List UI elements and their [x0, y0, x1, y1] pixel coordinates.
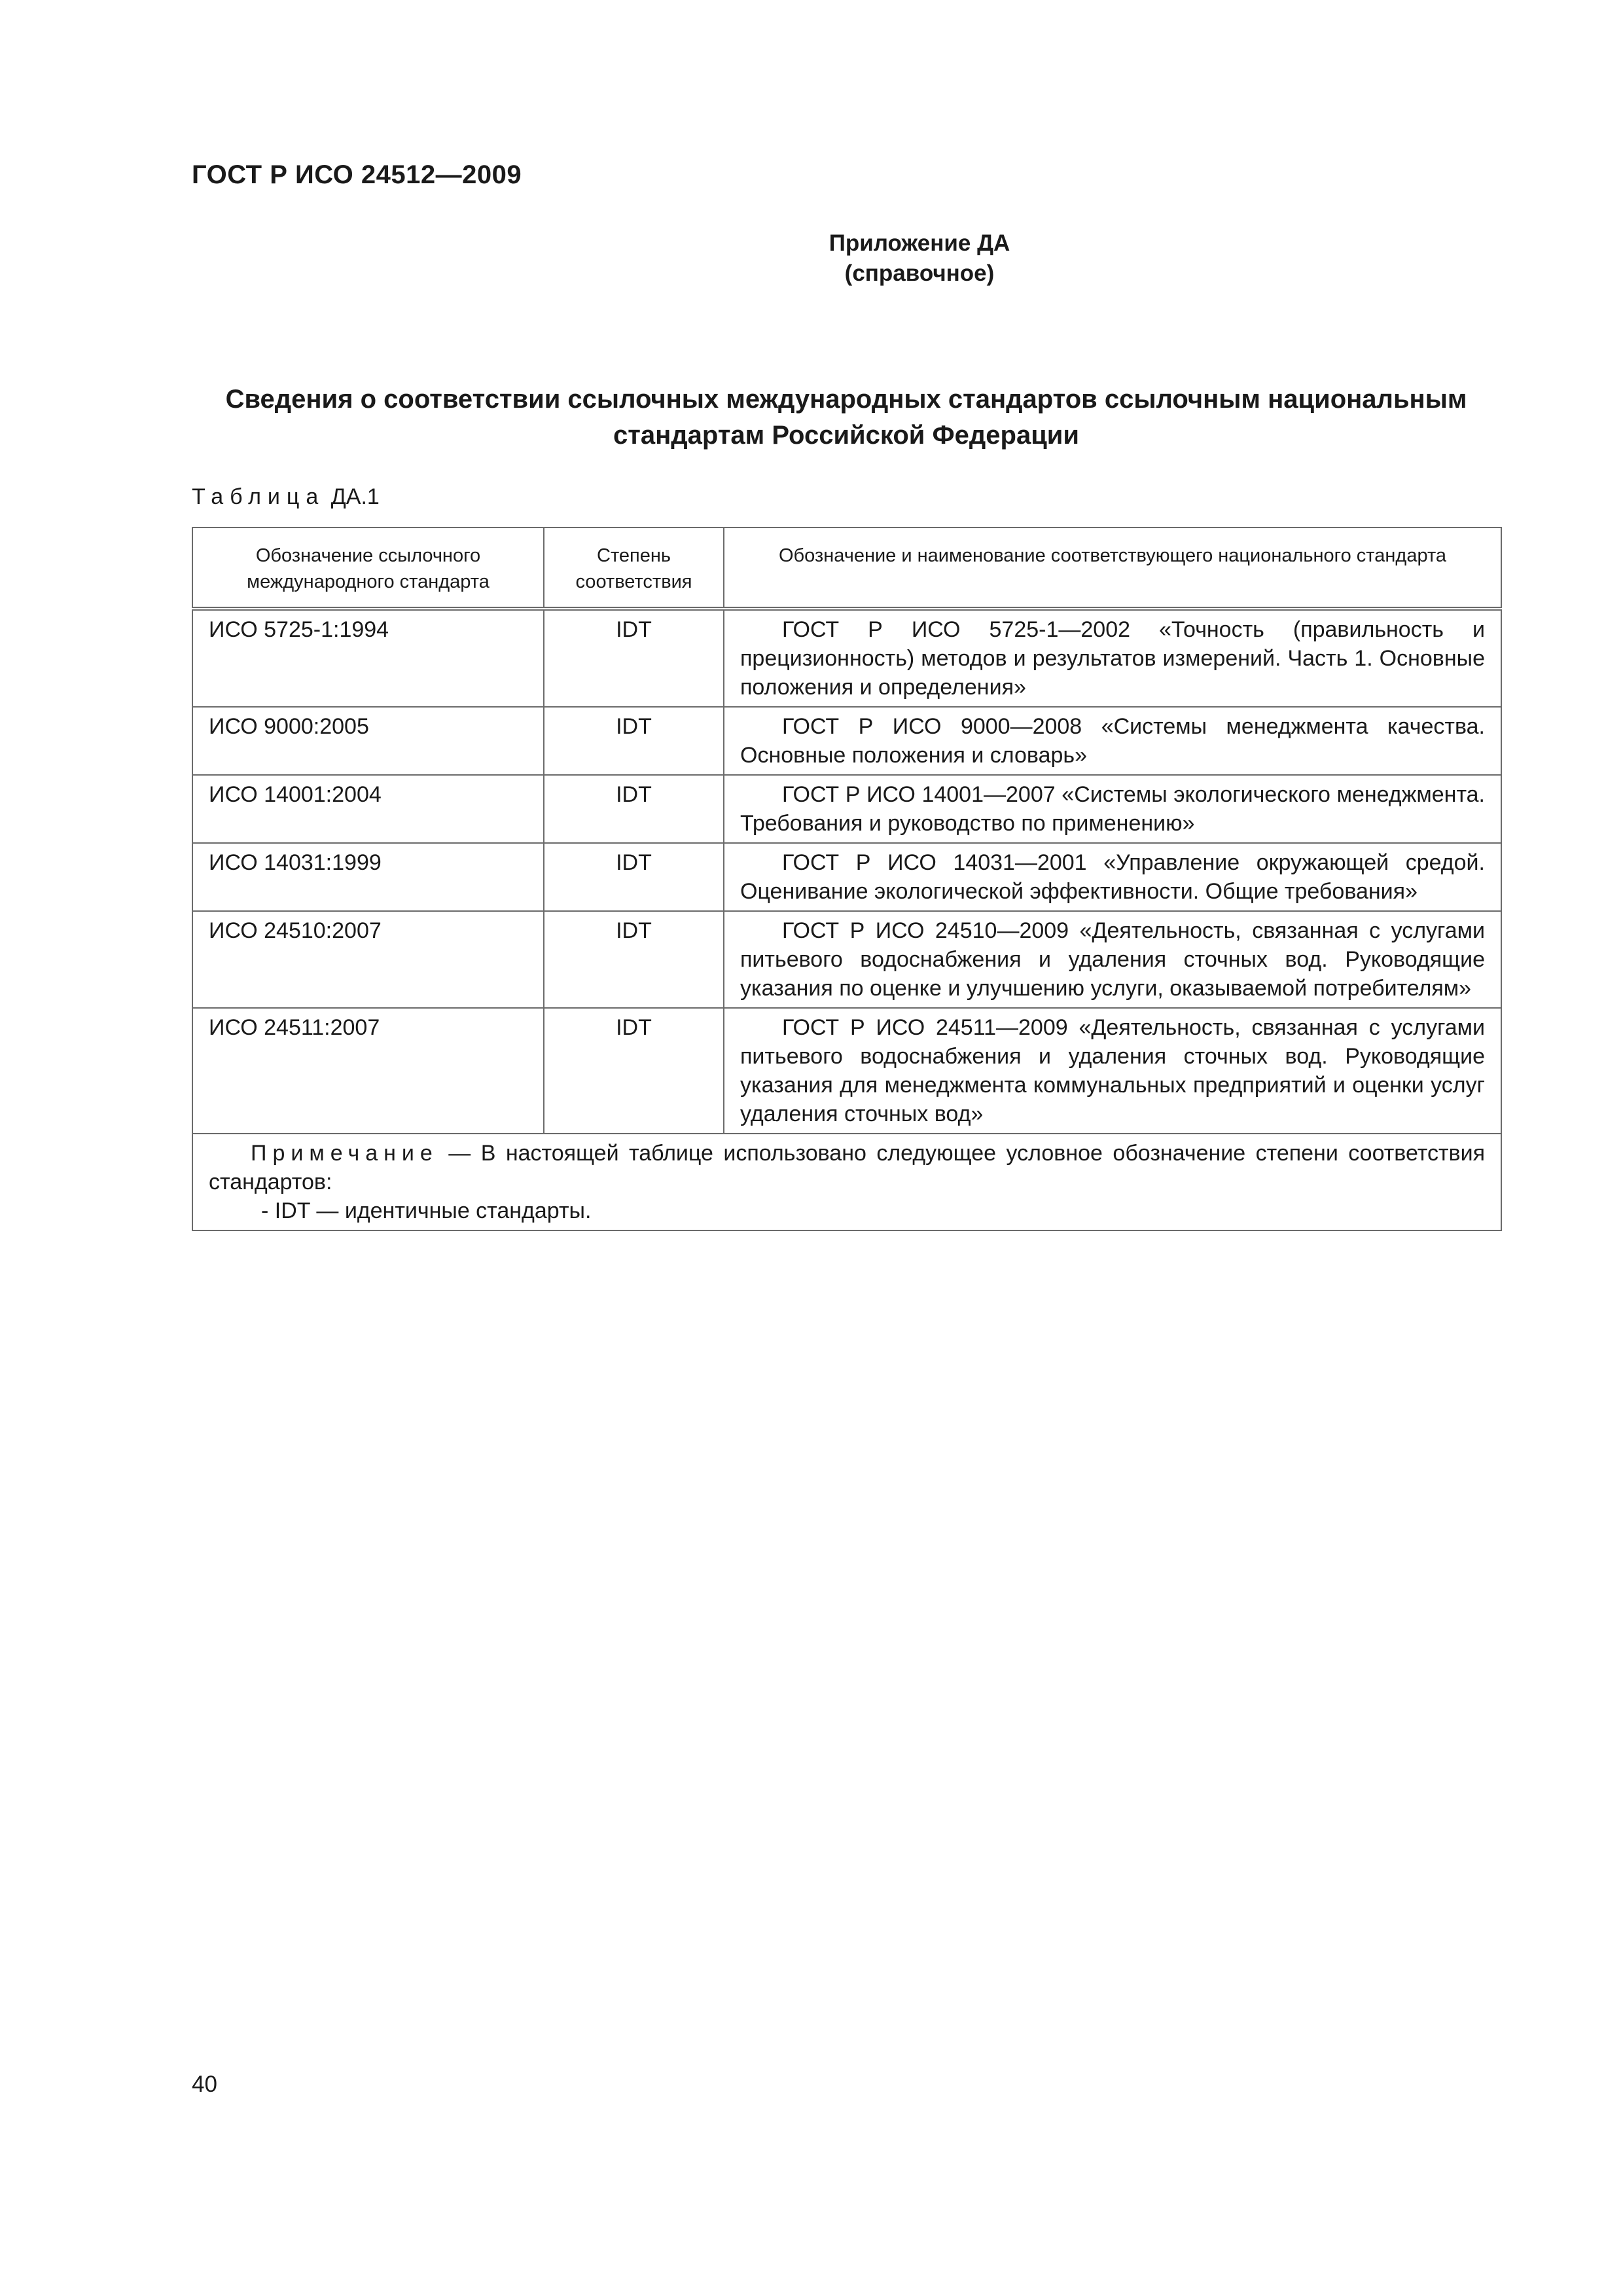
- appendix-heading: Приложение ДА: [829, 230, 1010, 256]
- cell-national-standard: ГОСТ Р ИСО 14031—2001 «Управление окружающей средой. Оценивание экологической эффективности. Общие требования»: [724, 843, 1501, 911]
- cell-international-standard: ИСО 24511:2007: [192, 1008, 544, 1134]
- note-text-block: [209, 1139, 1485, 1196]
- table-caption-word: Таблица: [192, 484, 325, 509]
- page-number: 40: [192, 2072, 217, 2097]
- appendix-type: (справочное): [844, 260, 995, 286]
- cell-degree: IDT: [544, 911, 724, 1008]
- document-code: ГОСТ Р ИСО 24512—2009: [192, 160, 522, 189]
- table-caption-id: ДА.1: [330, 484, 380, 509]
- cell-degree: IDT: [544, 609, 724, 707]
- cell-national-standard: ГОСТ Р ИСО 24510—2009 «Деятельность, связанная с услугами питьевого водоснабжения и удаления сточных вод. Руководящие указания по оценке и улучшению услуги, оказываемой потребителям»: [724, 911, 1501, 1008]
- table-row: [192, 707, 1501, 775]
- cell-national-standard: ГОСТ Р ИСО 9000—2008 «Системы менеджмента качества. Основные положения и словарь»: [724, 707, 1501, 775]
- cell-national-standard: ГОСТ Р ИСО 14001—2007 «Системы экологического менеджмента. Требования и руководство по применению»: [724, 775, 1501, 843]
- cell-degree: IDT: [544, 1008, 724, 1134]
- cell-degree: IDT: [544, 707, 724, 775]
- table-note: [192, 1134, 1501, 1230]
- table-row: [192, 609, 1501, 707]
- correspondence-table: [192, 527, 1502, 1231]
- section-title: Сведения о соответствии ссылочных международных стандартов ссылочным национальным стандартам Российской Федерации: [225, 385, 1467, 450]
- column-header-national: Обозначение и наименование соответствующего национального стандарта: [724, 528, 1501, 609]
- table-row: [192, 775, 1501, 843]
- cell-degree: IDT: [544, 775, 724, 843]
- cell-national-standard: ГОСТ Р ИСО 24511—2009 «Деятельность, связанная с услугами питьевого водоснабжения и удаления сточных вод. Руководящие указания для менеджмента коммунальных предприятий и оценки услуг удаления сточных вод»: [724, 1008, 1501, 1134]
- cell-degree: IDT: [544, 843, 724, 911]
- note-text: — В настоящей таблице использовано следующее условное обозначение степени соответствия стандартов:: [209, 1141, 1485, 1194]
- cell-international-standard: ИСО 9000:2005: [192, 707, 544, 775]
- cell-international-standard: ИСО 14031:1999: [192, 843, 544, 911]
- note-item: - IDT — идентичные стандарты.: [261, 1198, 592, 1223]
- table-row: [192, 1008, 1501, 1134]
- table-row: [192, 843, 1501, 911]
- table-row: [192, 911, 1501, 1008]
- column-header-degree: Степень соответствия: [544, 528, 724, 609]
- table-header-row: [192, 528, 1501, 609]
- note-label: Примечание: [251, 1141, 438, 1166]
- cell-international-standard: ИСО 24510:2007: [192, 911, 544, 1008]
- table-caption: [192, 484, 380, 510]
- cell-international-standard: ИСО 14001:2004: [192, 775, 544, 843]
- cell-national-standard: ГОСТ Р ИСО 5725-1—2002 «Точность (правильность и прецизионность) методов и результатов измерений. Часть 1. Основные положения и определения»: [724, 609, 1501, 707]
- cell-international-standard: ИСО 5725-1:1994: [192, 609, 544, 707]
- table-note-row: [192, 1134, 1501, 1230]
- column-header-international: Обозначение ссылочного международного стандарта: [192, 528, 544, 609]
